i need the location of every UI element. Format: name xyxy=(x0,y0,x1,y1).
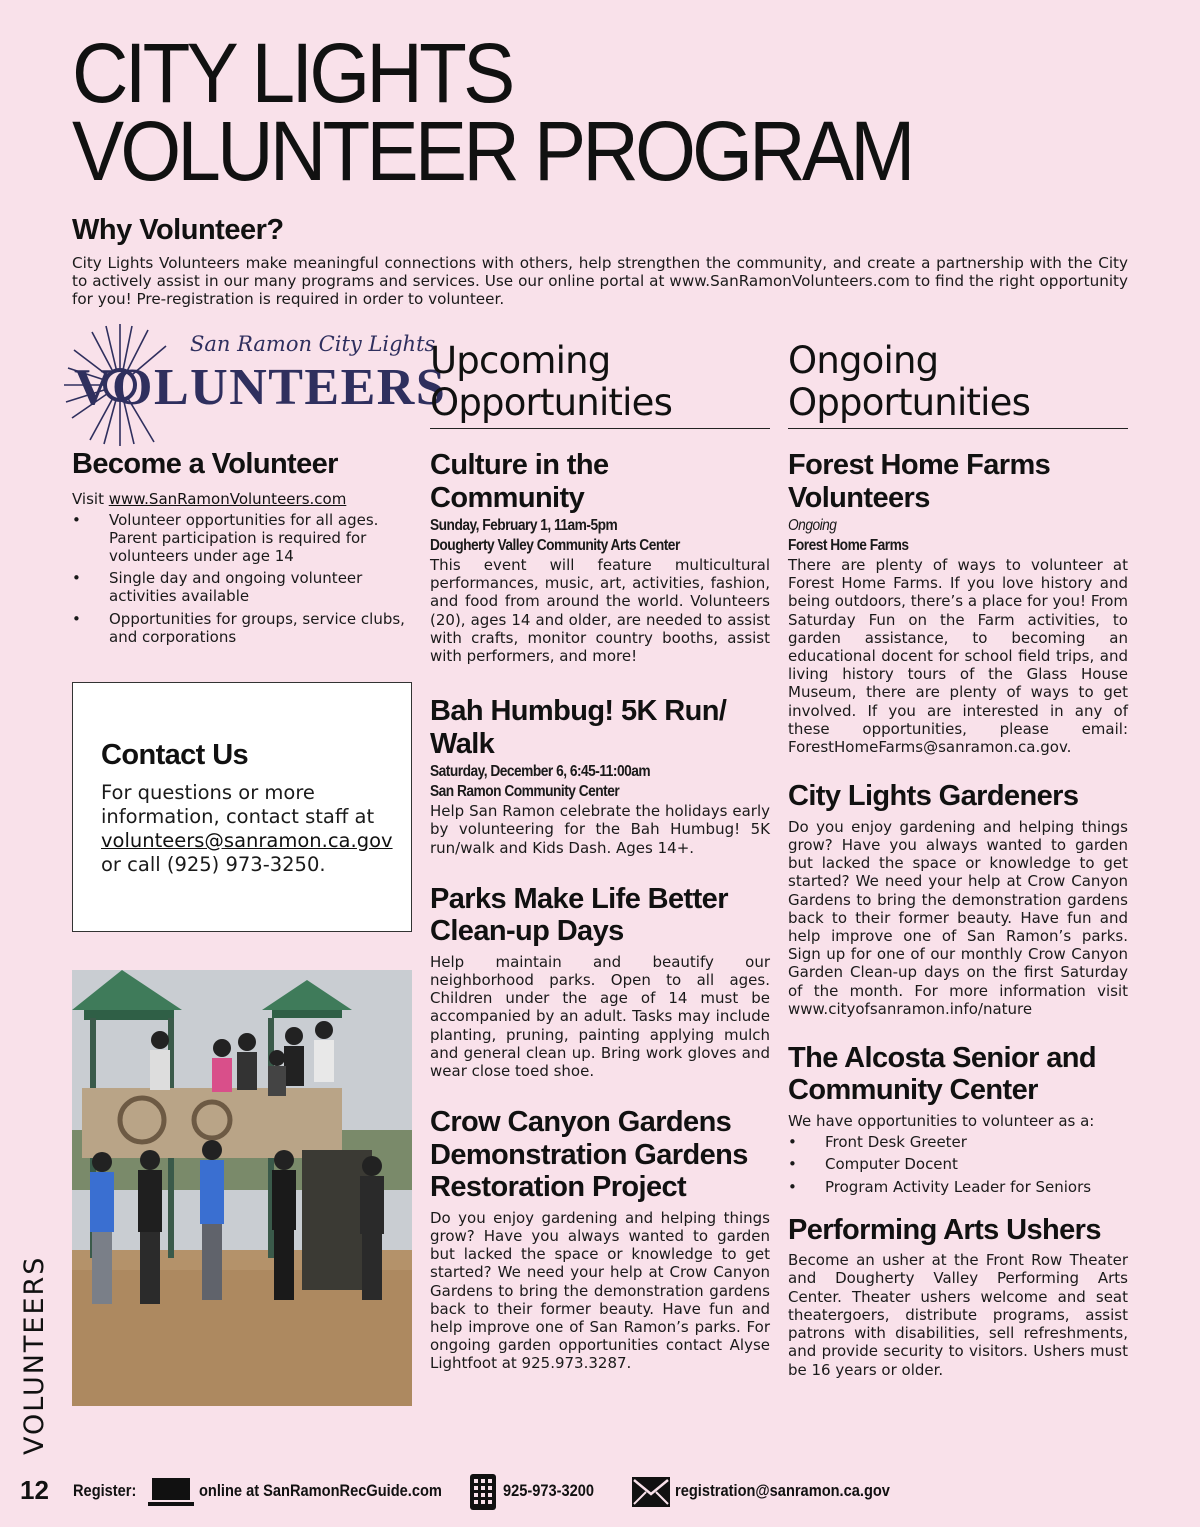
event-description: Become an usher at the Front Row Theater and Dougherty Valley Performing Arts Center. Theater ushers welcome and seat theatergoers, distribute programs, assist patrons with disabilities, sell refreshments, and provide security to visitors. Ushers must be 16 years or older. xyxy=(788,1251,1128,1379)
forest-home-farms-section xyxy=(788,449,1128,756)
section-title: Forest Home Farms Volunteers xyxy=(788,449,1051,514)
bah-humbug-section xyxy=(430,695,770,857)
upcoming-heading-line-1: Upcoming xyxy=(430,339,611,382)
event-description: Do you enjoy gardening and helping things grow? Have you always wanted to garden but lacked the space or knowledge to get started? We need your help at Crow Canyon Gardens to bring the demonstration gardens back to their former beauty. Have fun and help improve one of San Ramon’s parks. Sign up for one of our monthly Crow Canyon Garden Clean-up days on the first Saturday of the month. For more information visit www.cityofsanramon.info/nature xyxy=(788,817,1128,1018)
ongoing-heading-line-1: Ongoing xyxy=(788,339,939,382)
register-phone[interactable]: 925-973-3200 xyxy=(503,1481,595,1500)
section-title: Crow Canyon Gardens Demonstration Gardens Restoration Project xyxy=(430,1106,748,1204)
contact-heading: Contact Us xyxy=(101,739,249,771)
section-title: The Alcosta Senior and Community Center xyxy=(788,1041,1097,1107)
volunteers-group-photo xyxy=(72,970,412,1406)
list-item: • Computer Docent xyxy=(788,1155,1128,1173)
become-bullets xyxy=(72,511,412,646)
event-description: Do you enjoy gardening and helping things grow? Have you always wanted to garden but lacked the space or knowledge to get started? We need your help at Crow Canyon Gardens to bring the demonstration gardens back to their former beauty. Have fun and help improve one of San Ramon’s parks. For ongoing garden opportunities contact Alyse Lightfoot at 925.973.3287. xyxy=(430,1208,770,1373)
why-volunteer-text: City Lights Volunteers make meaningful connections with others, help strengthen the community, and create a partnership with the City to actively assist in our many programs and services. Use our online portal at www.SanRamonVolunteers.com to find the right opportunity for you! Pre-registration is required in order to volunteer. xyxy=(72,254,1128,309)
event-date: Sunday, February 1, 11am-5pm xyxy=(430,517,618,534)
city-lights-gardeners-section xyxy=(788,780,1128,1018)
visit-line xyxy=(72,490,412,508)
why-volunteer-heading: Why Volunteer? xyxy=(72,214,284,246)
register-label: Register: xyxy=(73,1481,137,1500)
ongoing-heading-line-2: Opportunities xyxy=(788,381,1031,424)
section-title: Bah Humbug! 5K Run/ Walk xyxy=(430,695,727,760)
ongoing-opportunities-column xyxy=(788,340,1128,1379)
event-description: Help San Ramon celebrate the holidays early by volunteering for the Bah Humbug! 5K run/walk and Kids Dash. Ages 14+. xyxy=(430,802,770,857)
visit-prefix: Visit xyxy=(72,489,109,508)
upcoming-opportunities-column xyxy=(430,340,770,1373)
event-date: Saturday, December 6, 6:45-11:00am xyxy=(430,763,651,781)
become-volunteer-heading: Become a Volunteer xyxy=(72,448,338,480)
event-description: This event will feature multicultural performances, music, art, activities, fashion, and food from around the world. Volunteers (20), ages 14 and older, are needed to assist with crafts, monitor country booths, assist with performers, and more! xyxy=(430,556,770,666)
culture-in-community-section xyxy=(430,449,770,665)
upcoming-heading-line-2: Opportunities xyxy=(430,381,673,424)
volunteers-site-link[interactable]: www.SanRamonVolunteers.com xyxy=(108,489,347,508)
upcoming-heading xyxy=(430,340,770,429)
alcosta-intro: We have opportunities to volunteer as a: xyxy=(788,1111,1095,1130)
logo-wordmark: VOLUNTEERS xyxy=(74,359,447,416)
become-volunteer-section xyxy=(72,448,412,650)
list-item: • Program Activity Leader for Seniors xyxy=(788,1178,1128,1196)
register-email[interactable]: registration@sanramon.ca.gov xyxy=(675,1481,890,1500)
section-title: Parks Make Life Better Clean-up Days xyxy=(430,882,728,948)
alcosta-bullets xyxy=(788,1133,1128,1196)
title-line-2: VOLUNTEER PROGRAM xyxy=(72,104,912,198)
list-item: • Opportunities for groups, service clubs, and corporations xyxy=(72,610,412,646)
event-location: San Ramon Community Center xyxy=(430,783,620,801)
contact-line-2: or call (925) 973-3250. xyxy=(101,853,326,877)
volunteers-logo xyxy=(62,322,447,448)
performing-arts-ushers-section xyxy=(788,1214,1128,1379)
logo-subtitle: San Ramon City Lights xyxy=(190,332,436,356)
contact-box xyxy=(72,682,412,932)
phone-keypad-icon xyxy=(470,1474,496,1510)
alcosta-center-section xyxy=(788,1042,1128,1196)
event-description: Help maintain and beautify our neighborhood parks. Open to all ages. Children under the age of 14 must be accompanied by an adult. Tasks may include planting, pruning, painting applying mulch and general clean up. Bring work gloves and wear close toed shoe. xyxy=(430,952,770,1081)
list-item: • Front Desk Greeter xyxy=(788,1133,1128,1151)
page-title xyxy=(72,26,1058,198)
event-description: There are plenty of ways to volunteer at Forest Home Farms. If you love history and being outdoors, there’s a place for you! From Saturday Fun on the Farm activities, to garden assistance, to becoming an educational docent for school field trips, and living history tours of the Glass House Museum, there are plenty of ways to get involved. If you are interested in any of these opportunities, please email: ForestHomeFarms@sanramon.ca.gov. xyxy=(788,556,1128,757)
contact-text xyxy=(101,781,411,878)
parks-cleanup-section xyxy=(430,883,770,1080)
contact-line-1: For questions or more information, contact staff at xyxy=(101,780,375,828)
event-status: Ongoing xyxy=(788,517,837,534)
register-online-link[interactable]: online at SanRamonRecGuide.com xyxy=(199,1481,442,1500)
section-title: Culture in the Community xyxy=(430,449,609,514)
contact-email-link[interactable]: volunteers@sanramon.ca.gov xyxy=(101,829,393,853)
event-location: Dougherty Valley Community Arts Center xyxy=(430,537,680,554)
section-title: City Lights Gardeners xyxy=(788,780,1079,813)
registration-footer xyxy=(0,1472,1200,1512)
section-title: Performing Arts Ushers xyxy=(788,1213,1101,1246)
ongoing-heading xyxy=(788,340,1128,429)
section-side-label: VOLUNTEERS xyxy=(19,1255,50,1455)
title-line-1: CITY LIGHTS xyxy=(72,26,512,120)
list-item: • Volunteer opportunities for all ages. Parent participation is required for volunteers under age 14 xyxy=(72,511,412,566)
event-location: Forest Home Farms xyxy=(788,537,909,554)
list-item: • Single day and ongoing volunteer activities available xyxy=(72,569,412,605)
page-number: 12 xyxy=(20,1475,49,1505)
laptop-icon xyxy=(148,1474,194,1508)
crow-canyon-section xyxy=(430,1106,770,1372)
envelope-icon xyxy=(632,1477,670,1507)
